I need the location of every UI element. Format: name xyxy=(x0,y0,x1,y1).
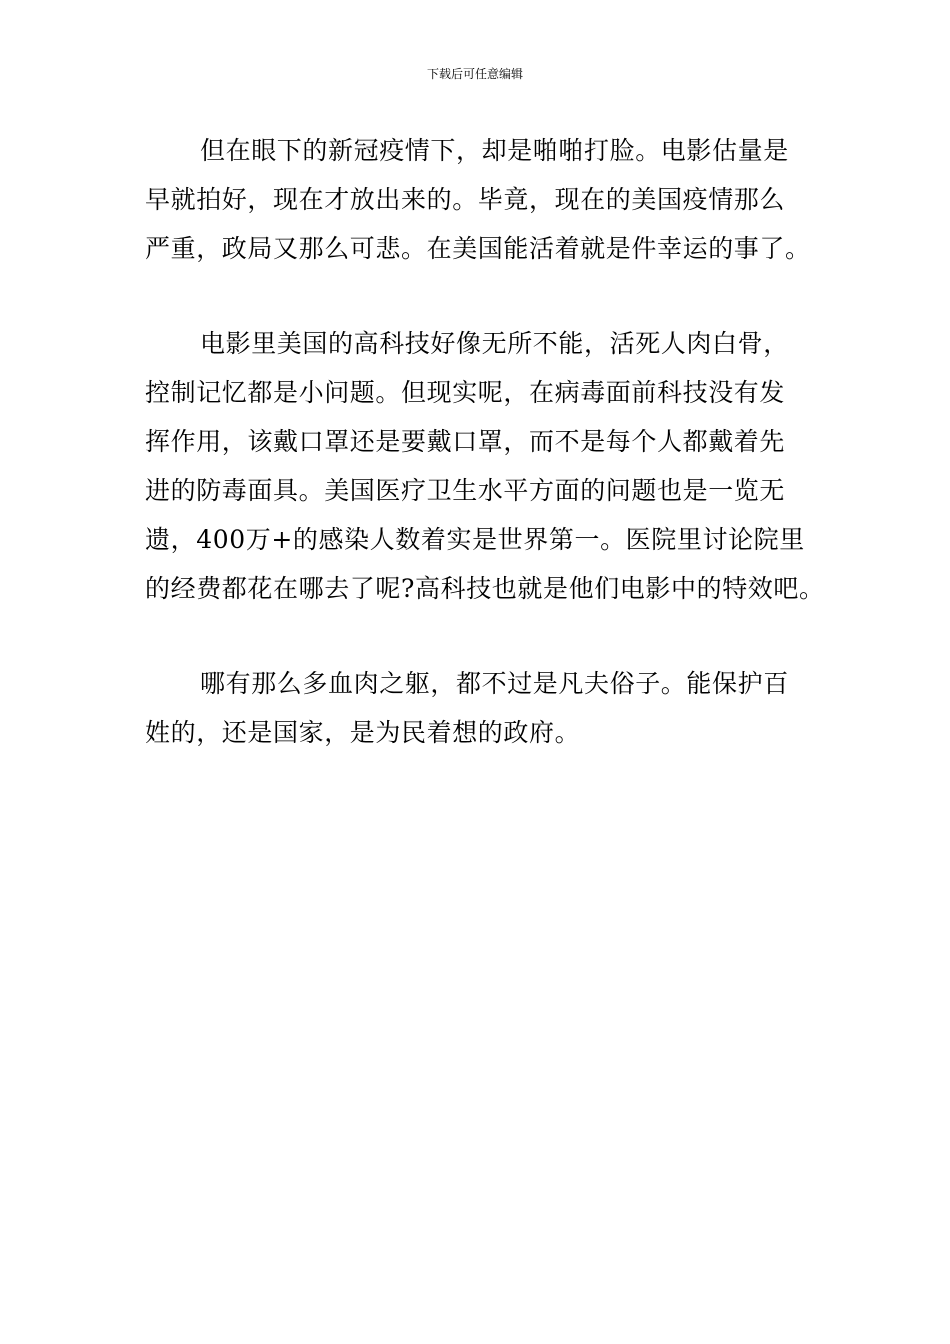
paragraph-line: 的经费都花在哪去了呢?高科技也就是他们电影中的特效吧。 xyxy=(145,574,825,603)
paragraph-line: 哪有那么多血肉之躯，都不过是凡夫俗子。能保护百 xyxy=(200,669,789,698)
paragraph-line: 进的防毒面具。美国医疗卫生水平方面的问题也是一览无 xyxy=(145,476,786,505)
paragraph-line: 电影里美国的高科技好像无所不能，活死人肉白骨， xyxy=(200,329,789,358)
paragraph-3 xyxy=(145,659,805,757)
page-header: 下载后可任意编辑 xyxy=(426,67,523,81)
paragraph-1 xyxy=(145,126,811,273)
paragraph-line: 但在眼下的新冠疫情下，却是啪啪打脸。电影估量是 xyxy=(200,136,789,165)
paragraph-line: 早就拍好，现在才放出来的。毕竟，现在的美国疫情那么 xyxy=(145,185,786,214)
paragraph-2 xyxy=(145,319,825,613)
paragraph-line: 控制记忆都是小问题。但现实呢，在病毒面前科技没有发 xyxy=(145,378,786,407)
paragraph-line: 严重，政局又那么可悲。在美国能活着就是件幸运的事了。 xyxy=(145,234,811,263)
document-body xyxy=(145,126,825,803)
paragraph-line: 遗，400万+的感染人数着实是世界第一。医院里讨论院里 xyxy=(145,525,805,554)
paragraph-line: 姓的，还是国家，是为民着想的政府。 xyxy=(145,718,581,747)
paragraph-line: 挥作用，该戴口罩还是要戴口罩，而不是每个人都戴着先 xyxy=(145,427,786,456)
